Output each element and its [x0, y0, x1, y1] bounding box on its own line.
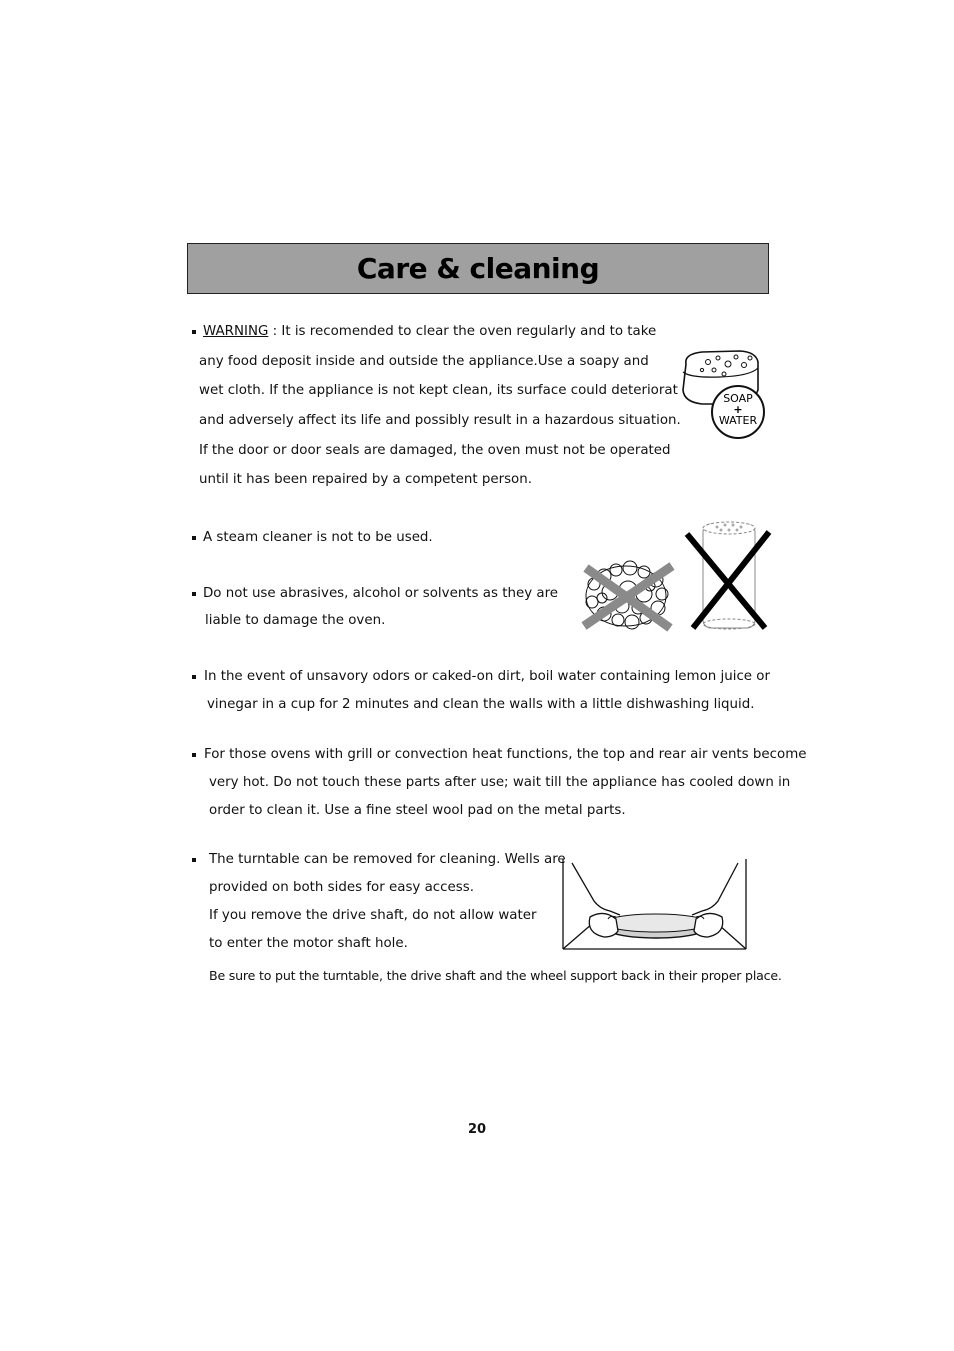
page-number: 20	[467, 1122, 487, 1137]
warning-line: and adversely affect its life and possibly result in a hazardous situation.	[199, 413, 681, 428]
soap-label: SOAP	[723, 392, 753, 405]
water-label: WATER	[718, 414, 758, 427]
bullet	[192, 675, 196, 679]
bullet	[192, 592, 196, 596]
grill-line: For those ovens with grill or convection heat functions, the top and rear air vents become	[204, 747, 807, 762]
warning-line: until it has been repaired by a competent person.	[199, 472, 532, 487]
turntable-removal-icon	[560, 857, 750, 951]
warning-first-line: : It is recomended to clear the oven regularly and to take	[268, 324, 657, 339]
solvent-can-crossed-icon	[685, 520, 771, 632]
grill-line: very hot. Do not touch these parts after use; wait till the appliance has cooled down in	[209, 775, 791, 790]
warning-label: WARNING	[203, 324, 269, 339]
turntable-note: Be sure to put the turntable, the drive shaft and the wheel support back in their proper place.	[209, 968, 782, 983]
abrasives-line: liable to damage the oven.	[205, 613, 386, 628]
abrasives-line: Do not use abrasives, alcohol or solvents as they are	[203, 586, 559, 601]
soap-sponge-icon	[680, 350, 770, 442]
steel-wool-crossed-icon	[580, 560, 678, 632]
bullet	[192, 536, 196, 540]
grill-line: order to clean it. Use a fine steel wool pad on the metal parts.	[209, 803, 626, 818]
page-title: Care & cleaning	[356, 252, 600, 285]
odors-line: In the event of unsavory odors or caked-on dirt, boil water containing lemon juice or	[204, 669, 770, 684]
title-banner	[187, 243, 769, 294]
turntable-line: If you remove the drive shaft, do not allow water	[209, 908, 537, 923]
turntable-line: to enter the motor shaft hole.	[209, 936, 408, 951]
warning-line: wet cloth. If the appliance is not kept clean, its surface could deteriorat	[199, 383, 678, 398]
plus-label: +	[733, 403, 743, 416]
turntable-line: The turntable can be removed for cleaning. Wells are	[209, 852, 566, 867]
warning-line-1	[203, 323, 656, 341]
bullet	[192, 330, 196, 334]
odors-line: vinegar in a cup for 2 minutes and clean the walls with a little dishwashing liquid.	[207, 697, 755, 712]
steam-cleaner-text: A steam cleaner is not to be used.	[203, 530, 433, 545]
warning-line: If the door or door seals are damaged, the oven must not be operated	[199, 443, 671, 458]
bullet	[192, 858, 196, 862]
warning-line: any food deposit inside and outside the appliance.Use a soapy and	[199, 354, 649, 369]
turntable-line: provided on both sides for easy access.	[209, 880, 474, 895]
bullet	[192, 753, 196, 757]
